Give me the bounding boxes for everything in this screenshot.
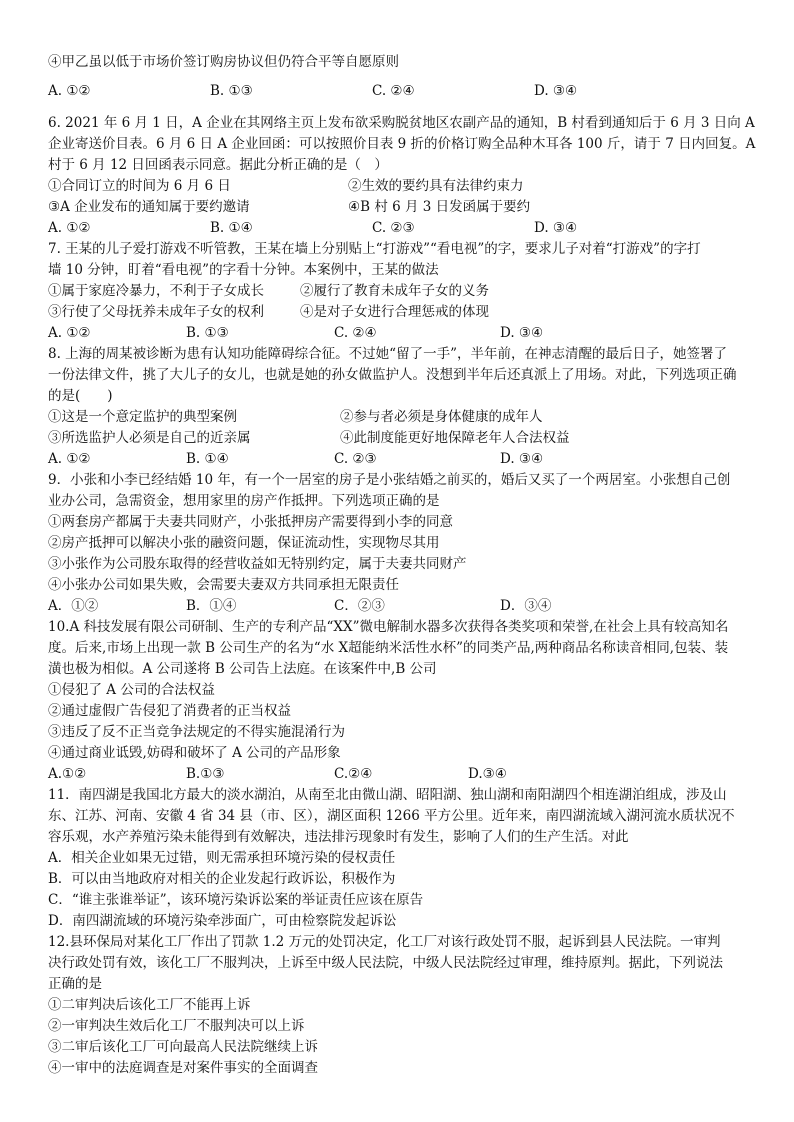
q5-answer-a[interactable]: A. ①② (48, 83, 91, 99)
q10-stem-line: 潢也极为相似。A 公司遂将 B 公司告上法庭。在该案件中,B 公司 (48, 661, 437, 677)
q11-answer-a[interactable]: A．相关企业如果无过错，则无需承担环境污染的侵权责任 (48, 850, 396, 866)
q8-stem-line: 的是( ) (48, 388, 113, 404)
q10-stem-line: 10.A 科技发展有限公司研制、生产的专利产品“XX”微电解制水器多次获得各类奖项和荣誉,在社会上具有较高知名 (48, 619, 729, 635)
q9-stem-line: 9．小张和小李已经结婚 10 年，有一个一居室的房子是小张结婚之前买的，婚后又买了一个两居室。小张想自己创 (48, 472, 731, 488)
q10-answer-d[interactable]: D.③④ (468, 766, 507, 782)
q7-option-2: ②履行了教育未成年子女的义务 (300, 283, 489, 299)
q12-stem-line: 12.县环保局对某化工厂作出了罚款 1.2 万元的处罚决定，化工厂对该行政处罚不服，起诉到县人民法院。一审判 (48, 934, 721, 950)
q11-answer-d[interactable]: D．南四湖流域的环境污染牵涉面广，可由检察院发起诉讼 (48, 913, 397, 929)
q9-option-3: ③小张作为公司股东取得的经营收益如无特别约定，属于夫妻共同财产 (48, 556, 467, 572)
q9-answer-b[interactable]: B．①④ (186, 598, 237, 614)
q8-answer-d[interactable]: D. ③④ (500, 451, 544, 467)
q9-answer-c[interactable]: C．②③ (334, 598, 385, 614)
q8-option-4: ④此制度能更好地保障老年人合法权益 (340, 430, 570, 446)
q5-answer-c[interactable]: C. ②④ (372, 83, 415, 99)
q9-answer-a[interactable]: A．①② (48, 598, 99, 614)
q9-option-4: ④小张办公司如果失败，会需要夫妻双方共同承担无限责任 (48, 577, 399, 593)
q10-option-2: ②通过虚假广告侵犯了消费者的正当权益 (48, 703, 291, 719)
q7-answer-d[interactable]: D. ③④ (500, 325, 544, 341)
q8-option-1: ①这是一个意定监护的典型案例 (48, 409, 237, 425)
q11-stem-line: 容乐观，水产养殖污染未能得到有效解决，违法排污现象时有发生，影响了人们的生产生活。对此 (48, 829, 629, 845)
q6-option-1: ①合同订立的时间为 6 月 6 日 (48, 178, 231, 194)
q5-answer-b[interactable]: B. ①③ (210, 83, 253, 99)
q7-option-4: ④是对子女进行合理惩戒的体现 (300, 304, 489, 320)
q7-answer-c[interactable]: C. ②④ (334, 325, 377, 341)
q12-stem-line: 决行政处罚有效，该化工厂不服判决，上诉至中级人民法院，中级人民法院经过审理，维持原判。据此，下列说法 (48, 955, 723, 971)
q6-option-3: ③A 企业发布的通知属于要约邀请 (48, 199, 250, 215)
q8-option-3: ③所选监护人必须是自己的近亲属 (48, 430, 251, 446)
q6-option-4: ④B 村 6 月 3 日发函属于要约 (348, 199, 531, 215)
q6-answer-a[interactable]: A. ①② (48, 220, 91, 236)
q9-stem-line: 业办公司，急需资金，想用家里的房产作抵押。下列选项正确的是 (48, 493, 440, 509)
q6-answer-b[interactable]: B. ①④ (210, 220, 253, 236)
q12-option-1: ①二审判决后该化工厂不能再上诉 (48, 997, 251, 1013)
q6-option-2: ②生效的要约具有法律约束力 (348, 178, 524, 194)
q10-option-4: ④通过商业诋毁,妨碍和破坏了 A 公司的产品形象 (48, 745, 341, 761)
q6-stem-line: 6. 2021 年 6 月 1 日，A 企业在其网络主页上发布欲采购脱贫地区农副产品的通知，B 村看到通知后于 6 月 3 日向 A (48, 115, 755, 131)
q5-option-4: ④甲乙虽以低于市场价签订购房协议但仍符合平等自愿原则 (48, 54, 399, 70)
q7-option-3: ③行使了父母抚养未成年子女的权利 (48, 304, 264, 320)
q6-answer-c[interactable]: C. ②③ (372, 220, 415, 236)
q6-stem-line: 企业寄送价目表。6 月 6 日 A 企业回函：可以按照价目表 9 折的价格订购全品种木耳各 100 斤，请于 7 日内回复。A (48, 136, 756, 152)
q10-answer-b[interactable]: B.①③ (186, 766, 225, 782)
q10-answer-a[interactable]: A.①② (48, 766, 87, 782)
q11-stem-line: 东、江苏、河南、安徽 4 省 34 县（市、区），湖区面积 1266 平方公里。近年来，南四湖流域入湖河流水质状况不 (48, 808, 735, 824)
q10-option-3: ③违反了反不正当竞争法规定的不得实施混淆行为 (48, 724, 345, 740)
q10-stem-line: 度。后来,市场上出现一款 B 公司生产的名为“水 X超能纳米活性水杯”的同类产品,两种商品名称读音相同,包装、装 (48, 640, 729, 656)
q11-answer-c[interactable]: C．“谁主张谁举证”，该环境污染诉讼案的举证责任应该在原告 (48, 892, 424, 908)
q8-stem-line: 8. 上海的周某被诊断为患有认知功能障碍综合征。不过她“留了一手”，半年前，在神志清醒的最后日子，她签署了 (48, 346, 727, 362)
q8-answer-b[interactable]: B. ①④ (186, 451, 229, 467)
q6-stem-line: 村于 6 月 12 日回函表示同意。据此分析正确的是（ ） (48, 157, 388, 173)
q8-answer-c[interactable]: C. ②③ (334, 451, 377, 467)
q10-answer-c[interactable]: C.②④ (334, 766, 373, 782)
q9-option-2: ②房产抵押可以解决小张的融资问题，保证流动性，实现物尽其用 (48, 535, 440, 551)
q6-answer-d[interactable]: D. ③④ (534, 220, 578, 236)
q8-stem-line: 一份法律文件，挑了大儿子的女儿，也就是她的孙女做监护人。没想到半年后还真派上了用场。对此，下列选项正确 (48, 367, 737, 383)
q12-option-2: ②一审判决生效后化工厂不服判决可以上诉 (48, 1018, 305, 1034)
q8-answer-a[interactable]: A. ①② (48, 451, 91, 467)
q7-answer-a[interactable]: A. ①② (48, 325, 91, 341)
q7-stem-line: 墙 10 分钟，盯着“看电视”的字看十分钟。本案例中，王某的做法 (48, 262, 439, 278)
q10-option-1: ①侵犯了 A 公司的合法权益 (48, 682, 215, 698)
q12-option-4: ④一审中的法庭调查是对案件事实的全面调查 (48, 1060, 318, 1076)
q12-stem-line: 正确的是 (48, 976, 102, 992)
q9-option-1: ①两套房产都属于夫妻共同财产，小张抵押房产需要得到小李的同意 (48, 514, 453, 530)
q7-stem-line: 7. 王某的儿子爱打游戏不听管教，王某在墙上分别贴上“打游戏”“看电视”的字，要求儿子对着“打游戏”的字打 (48, 241, 701, 257)
q7-option-1: ①属于家庭冷暴力，不利于子女成长 (48, 283, 264, 299)
q12-option-3: ③二审后该化工厂可向最高人民法院继续上诉 (48, 1039, 318, 1055)
q5-answer-d[interactable]: D. ③④ (534, 83, 578, 99)
q9-answer-d[interactable]: D．③④ (500, 598, 552, 614)
q11-answer-b[interactable]: B．可以由当地政府对相关的企业发起行政诉讼，积极作为 (48, 871, 396, 887)
q7-answer-b[interactable]: B. ①③ (186, 325, 229, 341)
q11-stem-line: 11．南四湖是我国北方最大的淡水湖泊，从南至北由微山湖、昭阳湖、独山湖和南阳湖四个相连湖泊组成，涉及山 (48, 787, 727, 803)
q8-option-2: ②参与者必须是身体健康的成年人 (340, 409, 543, 425)
